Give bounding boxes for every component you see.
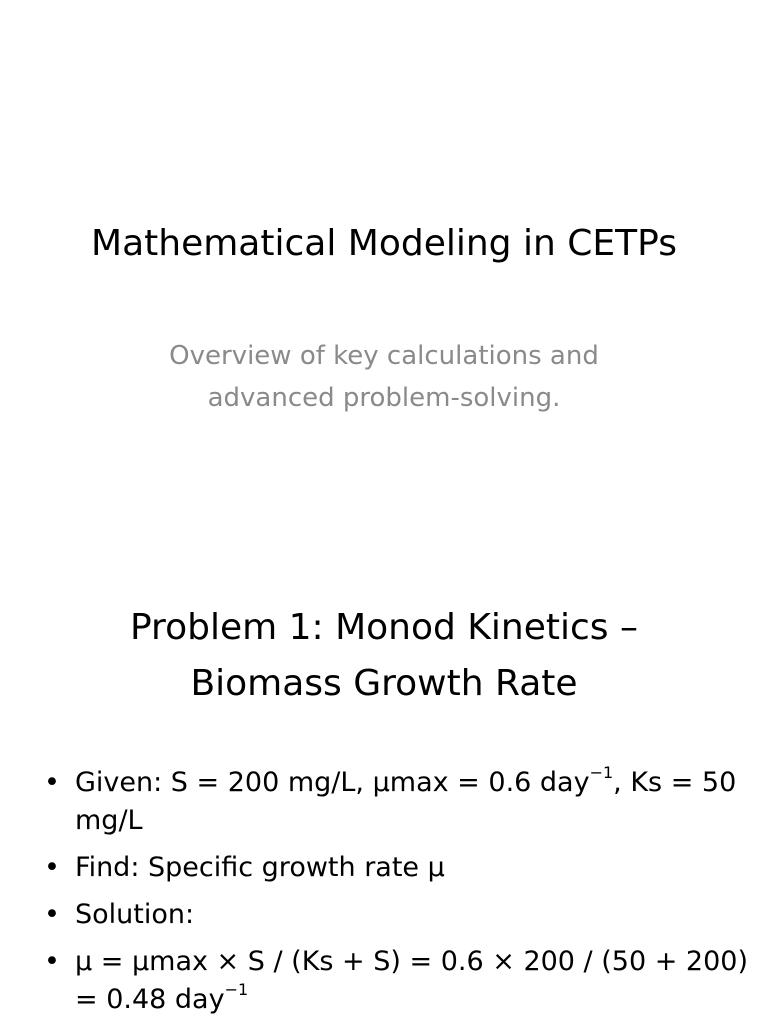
superscript: −1 [224,980,249,999]
bullet-line: Solution: [75,899,195,930]
slide-title-heading: Mathematical Modeling in CETPs [91,223,677,264]
bullet-line [75,763,737,802]
bullet-find [44,849,734,887]
bullet-marker: • [44,852,60,883]
problem-bullet-list [44,763,748,1028]
problem-title-line: Biomass Growth Rate [190,663,578,704]
problem-title-line: Problem 1: Monod Kinetics – [129,607,638,648]
bullet-line [75,981,734,1019]
bullet-text: , Ks = 50 [613,767,737,798]
bullet-text: Given: S = 200 mg/L, µmax = 0.6 day [75,767,590,798]
bullet-formula [44,943,748,1019]
bullet-solution [44,896,734,934]
problem-title [0,600,768,712]
bullet-given [44,763,737,840]
bullet-line: mg/L [75,805,143,836]
bullet-line: µ = µmax × S / (Ks + S) = 0.6 × 200 / (50 + 200) [75,946,748,977]
bullet-marker: • [44,899,60,930]
bullet-line: Find: Specific growth rate µ [75,852,445,883]
slide-problem-1 [0,576,768,1024]
subtitle-line: advanced problem-solving. [207,383,561,413]
subtitle-line: Overview of key calculations and [169,341,599,371]
bullet-marker: • [44,767,60,798]
bullet-marker: • [44,946,60,977]
bullet-text: = 0.48 day [75,984,225,1015]
superscript: −1 [589,763,614,782]
slide-subtitle [134,335,634,419]
